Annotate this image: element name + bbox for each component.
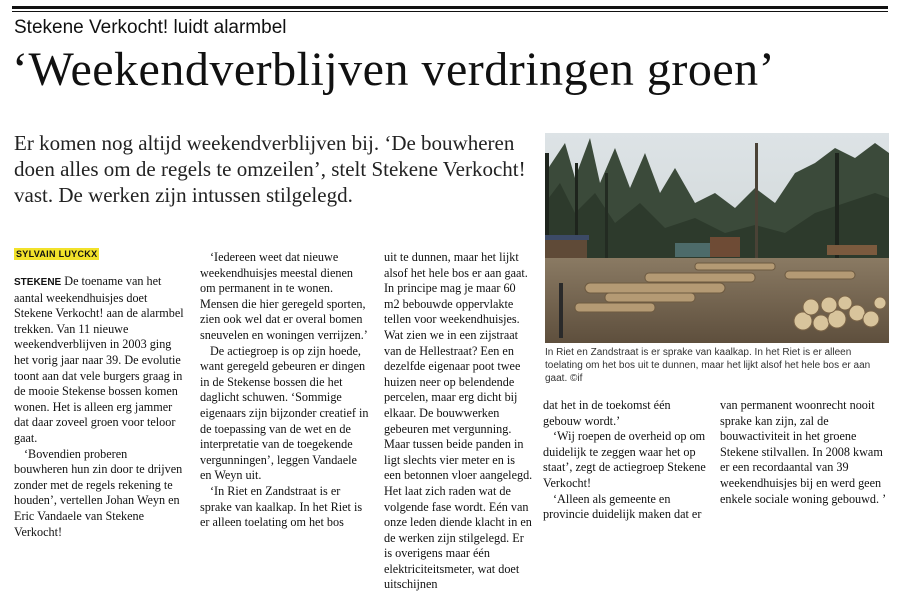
paragraph: uit te dunnen, maar het lijkt alsof het hele bos er aan gaat. In principe mag je maar 60 m2 bebouwde oppervlakte tellen voor weekendhuisjes. Wat zien we in een zijstraat van de Hellestraat? Een en dezelfde eigenaar poot twee huizen neer op belendende percelen, maar erg dicht bij elkaar. De bouwwerken gebeuren met vergunning. Maar tussen beide panden in ligt slechts vier meter en is een betonnen vloer aangelegd. Het laat zich raden wat de volgende fase wordt. Eén van onze leden diende klacht in en de werken zijn stilgelegd. Er is overigens maar één elektriciteitsmeter, wat doet uitschijnen (384, 250, 533, 592)
paragraph (14, 274, 184, 447)
paragraph-text: De toename van het aantal weekendhuisjes doet Stekene Verkocht! aan de alarmbel trekken. Van 11 nieuwe weekendverblijven in 2003 ging het vorig jaar naar 39. De evolutie toont aan dat vele burgers graag in de mooie Stekense bossen komen wonen. Het is alleen erg jammer dat daar zoveel groen voor teloor gaat. (14, 274, 184, 445)
column-5 (720, 398, 888, 507)
paragraph: ‘Iedereen weet dat nieuwe weekendhuisjes meestal dienen om permanent in te wonen. Mensen die hier geregeld sporten, zien ook wel dat er overal bomen sneuvelen en woningen verrijzen.’ (200, 250, 368, 342)
column-2 (200, 250, 370, 531)
forest-clearing-photo (545, 133, 889, 343)
paragraph: ‘Alleen als gemeente en provincie duidelijk maken dat er (543, 491, 702, 522)
column-1 (14, 274, 184, 540)
byline: SYLVAIN LUYCKX (16, 249, 98, 259)
top-rule-thin (12, 11, 888, 12)
column-3 (384, 250, 534, 593)
paragraph: van permanent woonrecht nooit sprake kan zijn, zal de bouwactiviteit in het groene Stekene stilvallen. In 2008 kwam er een recordaantal van 39 weekendhuisjes bij en werd geen enkele sociale woning gebouwd. ’ (720, 398, 887, 506)
paragraph: De actiegroep is op zijn hoede, want geregeld gebeuren er dingen in de Stekense bossen die het daglicht schuwen. ‘Sommige eigenaars zijn bijzonder creatief in de toepassing van de wet en de interpretatie van de toegekende vergunningen’, leggen Vandaele en Weyn uit. (200, 343, 369, 483)
headline: ‘Weekendverblijven verdringen groen’ (12, 43, 776, 96)
lead-paragraph: Er komen nog altijd weekendverblijven bij. ‘De bouwheren doen alles om de regels te omzeilen’, stelt Stekene Verkocht! vast. De werken zijn intussen stilgelegd. (14, 131, 526, 207)
paragraph: ‘Bovendien proberen bouwheren hun zin door te drijven zonder met de regels rekening te houden’, vertellen Johan Weyn en Eric Vandaele van Stekene Verkocht! (14, 446, 183, 539)
column-4 (543, 398, 708, 523)
photo-caption: In Riet en Zandstraat is er sprake van kaalkap. In het Riet is er alleen toelating om het bos uit te dunnen, maar het lijkt alsof het hele bos er aan gaat. ©if (545, 347, 871, 384)
top-rule (12, 6, 888, 9)
paragraph: dat het in de toekomst één gebouw wordt.’ (543, 398, 671, 428)
dateline: STEKENE (14, 277, 62, 288)
paragraph: ‘In Riet en Zandstraat is er sprake van kaalkap. In het Riet is er alleen toelating om het bos (200, 483, 363, 530)
paragraph: ‘Wij roepen de overheid op om duidelijk te zeggen waar het op staat’, zegt de actiegroep Stekene Verkocht! (543, 429, 706, 490)
kicker: Stekene Verkocht! luidt alarmbel (14, 17, 287, 38)
